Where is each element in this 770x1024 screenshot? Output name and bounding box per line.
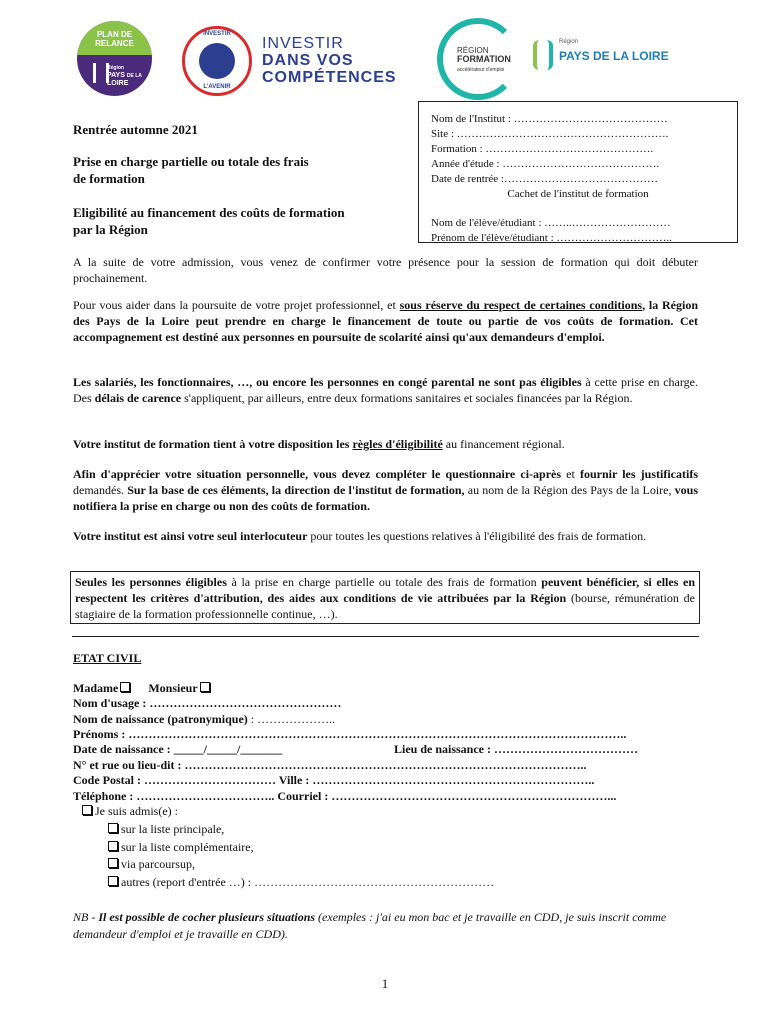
nom-naissance-label: Nom de naissance (patronymique) bbox=[73, 712, 248, 726]
nom-institut-field[interactable]: Nom de l'Institut : …………………………………… bbox=[431, 113, 668, 125]
madame-checkbox[interactable] bbox=[120, 682, 130, 692]
p5d: demandés. bbox=[73, 483, 128, 497]
p2a: Pour vous aider dans la poursuite de votre projet professionnel, et bbox=[73, 298, 400, 312]
plan-line2: RELANCE bbox=[95, 39, 134, 48]
ring-top-text: INVESTIR bbox=[203, 31, 231, 37]
eligibility-callout-box bbox=[70, 571, 700, 624]
p5g: vous notifiera la prise en charge ou non des coûts de formation. bbox=[73, 483, 699, 513]
p3b: à cette prise en charge. Des bbox=[73, 375, 698, 405]
option-autres[interactable] bbox=[106, 875, 494, 890]
parcoursup-label: via parcoursup, bbox=[121, 857, 195, 871]
liste-complementaire-label: sur la liste complémentaire, bbox=[121, 840, 254, 854]
annee-field[interactable]: Année d'étude : ……………………………………. bbox=[431, 158, 660, 170]
option-liste-principale[interactable] bbox=[106, 822, 224, 837]
investir-avenir-logo bbox=[182, 26, 252, 96]
regform-line2: FORMATION bbox=[457, 54, 511, 64]
p5a: Afin d'apprécier votre situation personnelle, vous devez compléter le questionnaire ci-après bbox=[73, 467, 562, 481]
nom-naissance-dots: : ……………….. bbox=[247, 712, 336, 726]
nom-usage-field[interactable]: Nom d'usage : ………………………………………… bbox=[73, 696, 342, 710]
monsieur-label: Monsieur bbox=[148, 681, 198, 695]
doc-title-line1: Prise en charge partielle ou totale des frais bbox=[73, 154, 309, 169]
callout-b: à la prise en charge partielle ou totale des frais de formation bbox=[226, 575, 542, 589]
session-title: Rentrée automne 2021 bbox=[73, 122, 198, 137]
investir-competences-text bbox=[262, 35, 397, 86]
questionnaire-paragraph bbox=[73, 466, 698, 514]
nb-rest: (exemples : j'ai eu mon bac et je travaille en CDD, je suis inscrit comme demandeur d'emploi et je travaille en CDD). bbox=[73, 910, 667, 941]
p5b: et bbox=[561, 467, 580, 481]
p3d: s'appliquent, par ailleurs, entre deux formations sanitaires et sociales financées par la Région. bbox=[181, 391, 633, 405]
code-postal-ville-field[interactable]: Code Postal : …………………………… Ville : …………………………………………………………….. bbox=[73, 773, 595, 787]
liste-principale-checkbox[interactable] bbox=[108, 823, 118, 833]
civility-row bbox=[73, 681, 213, 696]
date-rentree-field[interactable]: Date de rentrée :…………………………………… bbox=[431, 173, 658, 185]
telephone-courriel-field[interactable]: Téléphone : …………………………….. Courriel : ……………………………………………………………... bbox=[73, 789, 617, 803]
madame-label: Madame bbox=[73, 681, 119, 695]
regform-line1: RÉGION bbox=[457, 46, 489, 55]
support-paragraph bbox=[73, 297, 698, 345]
section-divider bbox=[72, 636, 699, 637]
p5f: au nom de la Région des Pays de la Loire, bbox=[464, 483, 675, 497]
p2b: sous réserve du respect de certaines conditions bbox=[399, 298, 643, 312]
callout-a: Seules les personnes éligibles bbox=[75, 575, 227, 589]
contact-paragraph bbox=[73, 528, 698, 544]
nom-naissance-field[interactable] bbox=[73, 712, 335, 727]
site-field[interactable]: Site : …………………………………………………. bbox=[431, 128, 669, 140]
pdl-name: PAYS DE LA LOIRE bbox=[559, 49, 669, 63]
page-number: 1 bbox=[381, 976, 389, 991]
monsieur-checkbox[interactable] bbox=[200, 682, 210, 692]
doc-title bbox=[73, 153, 309, 187]
prenom-eleve-field[interactable]: Prénom de l'élève/étudiant : ………………………….. bbox=[431, 232, 672, 244]
intro-paragraph: A la suite de votre admission, vous venez de confirmer votre présence pour la session de formation qui doit débuter prochainement. bbox=[73, 255, 698, 285]
callout-d: (bourse, rémunération de stagiaire de la formation professionnelle continue, …). bbox=[75, 591, 696, 621]
liste-principale-label: sur la liste principale, bbox=[121, 822, 225, 836]
doc-title-line2: de formation bbox=[73, 171, 145, 186]
plan-loire: LOIRE bbox=[107, 80, 129, 87]
region-formation-logo bbox=[437, 18, 519, 100]
p6b: pour toutes les questions relatives à l'éligibilité des frais de formation. bbox=[307, 529, 647, 543]
nb-note bbox=[73, 909, 698, 943]
p4b: règles d'éligibilité bbox=[352, 437, 443, 451]
plan-line1: PLAN DE bbox=[96, 30, 133, 39]
p5c: fournir les justificatifs bbox=[579, 467, 698, 481]
admis-checkbox[interactable] bbox=[82, 805, 92, 815]
admis-label: Je suis admis(e) : bbox=[95, 804, 178, 818]
adresse-field[interactable]: N° et rue ou lieu-dit : ……………………………………………………………………………………….. bbox=[73, 758, 587, 772]
elig-line2: par la Région bbox=[73, 222, 148, 237]
plan-region: Région bbox=[107, 65, 124, 71]
nom-eleve-field[interactable]: Nom de l'élève/étudiant : ……..……………………… bbox=[431, 217, 671, 229]
regform-line3: accélérateur d'emploi bbox=[457, 67, 505, 73]
p3c: délais de carence bbox=[94, 391, 182, 405]
p4c: au financement régional. bbox=[442, 437, 565, 451]
ineligible-paragraph bbox=[73, 374, 698, 406]
p2d: . Cet accompagnement est destiné aux personnes en poursuite de scolarité ainsi qu'aux demandeurs d'emploi. bbox=[73, 314, 698, 344]
autres-label: autres (report d'entrée …) : …………………………………………………… bbox=[121, 875, 495, 889]
formation-field[interactable]: Formation : ………………………………………. bbox=[431, 143, 654, 155]
option-parcoursup[interactable] bbox=[106, 857, 195, 872]
admis-row bbox=[80, 804, 178, 819]
lieu-naissance-field[interactable]: Lieu de naissance : ……………………………… bbox=[394, 742, 639, 756]
prenoms-field[interactable]: Prénoms : …………………………………………………………………………………………………………….. bbox=[73, 727, 627, 741]
nb-prefix: NB - bbox=[73, 910, 99, 924]
p5e: Sur la base de ces éléments, la direction de l'institut de formation, bbox=[127, 483, 465, 497]
institute-info-box bbox=[418, 101, 738, 243]
etat-civil-heading: ETAT CIVIL bbox=[73, 651, 142, 665]
date-naissance-field[interactable]: Date de naissance : _____/_____/_______ bbox=[73, 742, 283, 756]
p2c: , la Région des Pays de la Loire peut prendre en charge le financement de toute ou partie de vos coûts de formation bbox=[73, 298, 698, 328]
option-liste-complementaire[interactable] bbox=[106, 840, 254, 855]
ring-bottom-text: L'AVENIR bbox=[203, 84, 231, 90]
rules-paragraph bbox=[73, 436, 698, 452]
autres-checkbox[interactable] bbox=[108, 876, 118, 886]
liste-complementaire-checkbox[interactable] bbox=[108, 841, 118, 851]
inv-line3: COMPÉTENCES bbox=[262, 69, 397, 86]
inv-line2: DANS VOS bbox=[262, 52, 354, 69]
cachet-label: Cachet de l'institut de formation bbox=[507, 188, 649, 200]
elig-line1: Eligibilité au financement des coûts de formation bbox=[73, 205, 345, 220]
plan-delao: DE LA bbox=[126, 73, 142, 79]
p6a: Votre institut est ainsi votre seul interlocuteur bbox=[73, 529, 308, 543]
plan-pays: PAYS bbox=[107, 72, 125, 79]
nb-bold: Il est possible de cocher plusieurs situations bbox=[98, 910, 316, 924]
eligibility-title bbox=[73, 204, 345, 238]
p4a: Votre institut de formation tient à votre disposition les bbox=[73, 437, 353, 451]
pdl-region: Région bbox=[559, 39, 579, 45]
inv-line1: INVESTIR bbox=[262, 35, 344, 52]
callout-c: peuvent bénéficier, si elles en respectent les critères d'attribution, des aides aux conditions de vie attribuées par la Région bbox=[75, 575, 695, 605]
p3a: Les salariés, les fonctionnaires, …, ou encore les personnes en congé parental ne sont pas éligibles bbox=[73, 375, 582, 389]
parcoursup-checkbox[interactable] bbox=[108, 858, 118, 868]
plan-de-relance-logo bbox=[77, 21, 152, 96]
